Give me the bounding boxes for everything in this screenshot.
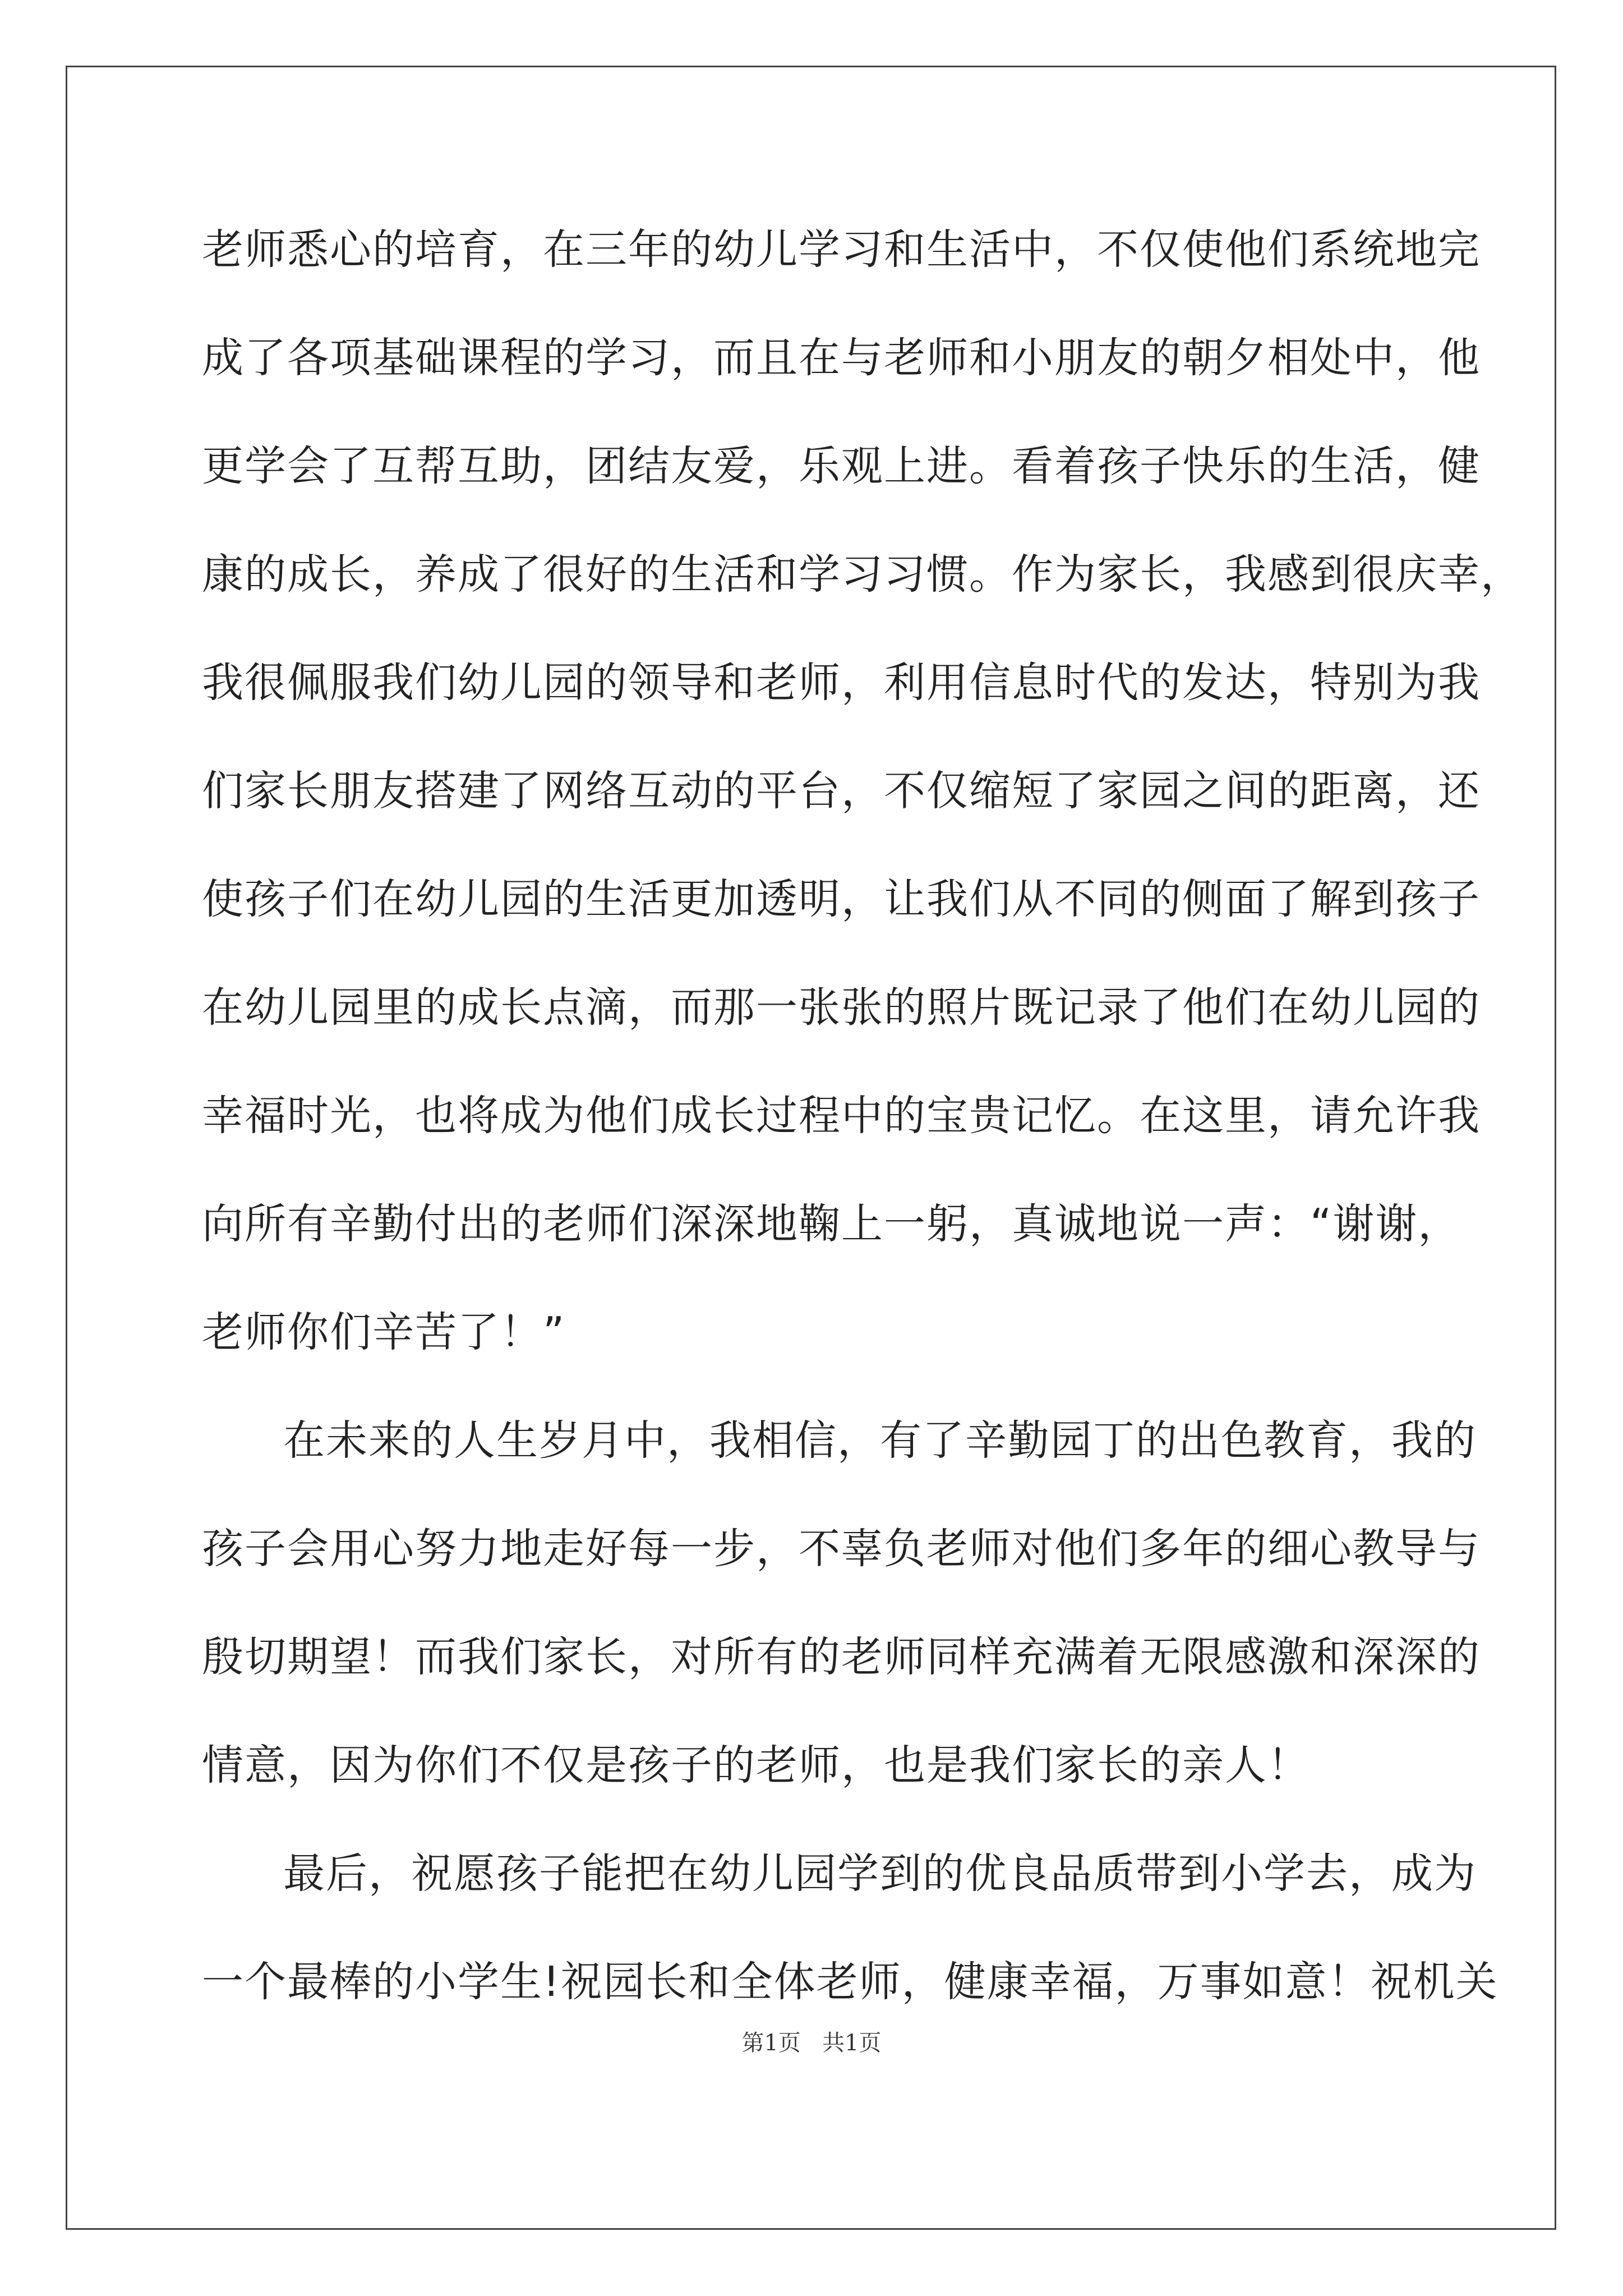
page-footer: 第1页 共1页 [741, 2030, 882, 2056]
text-line: 幸福时光，也将成为他们成长过程中的宝贵记忆。在这里，请允许我 [202, 1092, 1481, 1140]
text-line: 成了各项基础课程的学习，而且在与老师和小朋友的朝夕相处中，他 [202, 334, 1481, 382]
text-line: 一个最棒的小学生!祝园长和全体老师，健康幸福，万事如意！祝机关 [202, 1958, 1498, 2006]
page-frame [66, 66, 1556, 2230]
text-line: 更学会了互帮互助，团结友爱，乐观上进。看着孩子快乐的生活，健 [202, 442, 1481, 490]
text-line: 在幼儿园里的成长点滴，而那一张张的照片既记录了他们在幼儿园的 [202, 983, 1481, 1032]
text-line: 老师你们辛苦了！” [202, 1308, 566, 1356]
text-line: 康的成长，养成了很好的生活和学习习惯。作为家长，我感到很庆幸， [202, 550, 1523, 599]
text-line: 向所有辛勤付出的老师们深深地鞠上一躬，真诚地说一声：“谢谢， [202, 1200, 1461, 1248]
text-line: 我很佩服我们幼儿园的领导和老师，利用信息时代的发达，特别为我 [202, 659, 1481, 707]
text-line: 殷切期望！而我们家长，对所有的老师同样充满着无限感激和深深的 [202, 1633, 1481, 1681]
text-line: 们家长朋友搭建了网络互动的平台，不仅缩短了家园之间的距离，还 [202, 767, 1481, 815]
text-line: 在未来的人生岁月中，我相信，有了辛勤园丁的出色教育，我的 [283, 1416, 1477, 1465]
text-line: 孩子会用心努力地走好每一步，不辜负老师对他们多年的细心教导与 [202, 1525, 1481, 1573]
text-line: 使孩子们在幼儿园的生活更加透明，让我们从不同的侧面了解到孩子 [202, 875, 1481, 923]
text-line: 最后，祝愿孩子能把在幼儿园学到的优良品质带到小学去，成为 [283, 1849, 1477, 1898]
text-line: 情意，因为你们不仅是孩子的老师，也是我们家长的亲人！ [202, 1741, 1310, 1789]
text-line: 老师悉心的培育，在三年的幼儿学习和生活中，不仅使他们系统地完 [202, 226, 1481, 274]
